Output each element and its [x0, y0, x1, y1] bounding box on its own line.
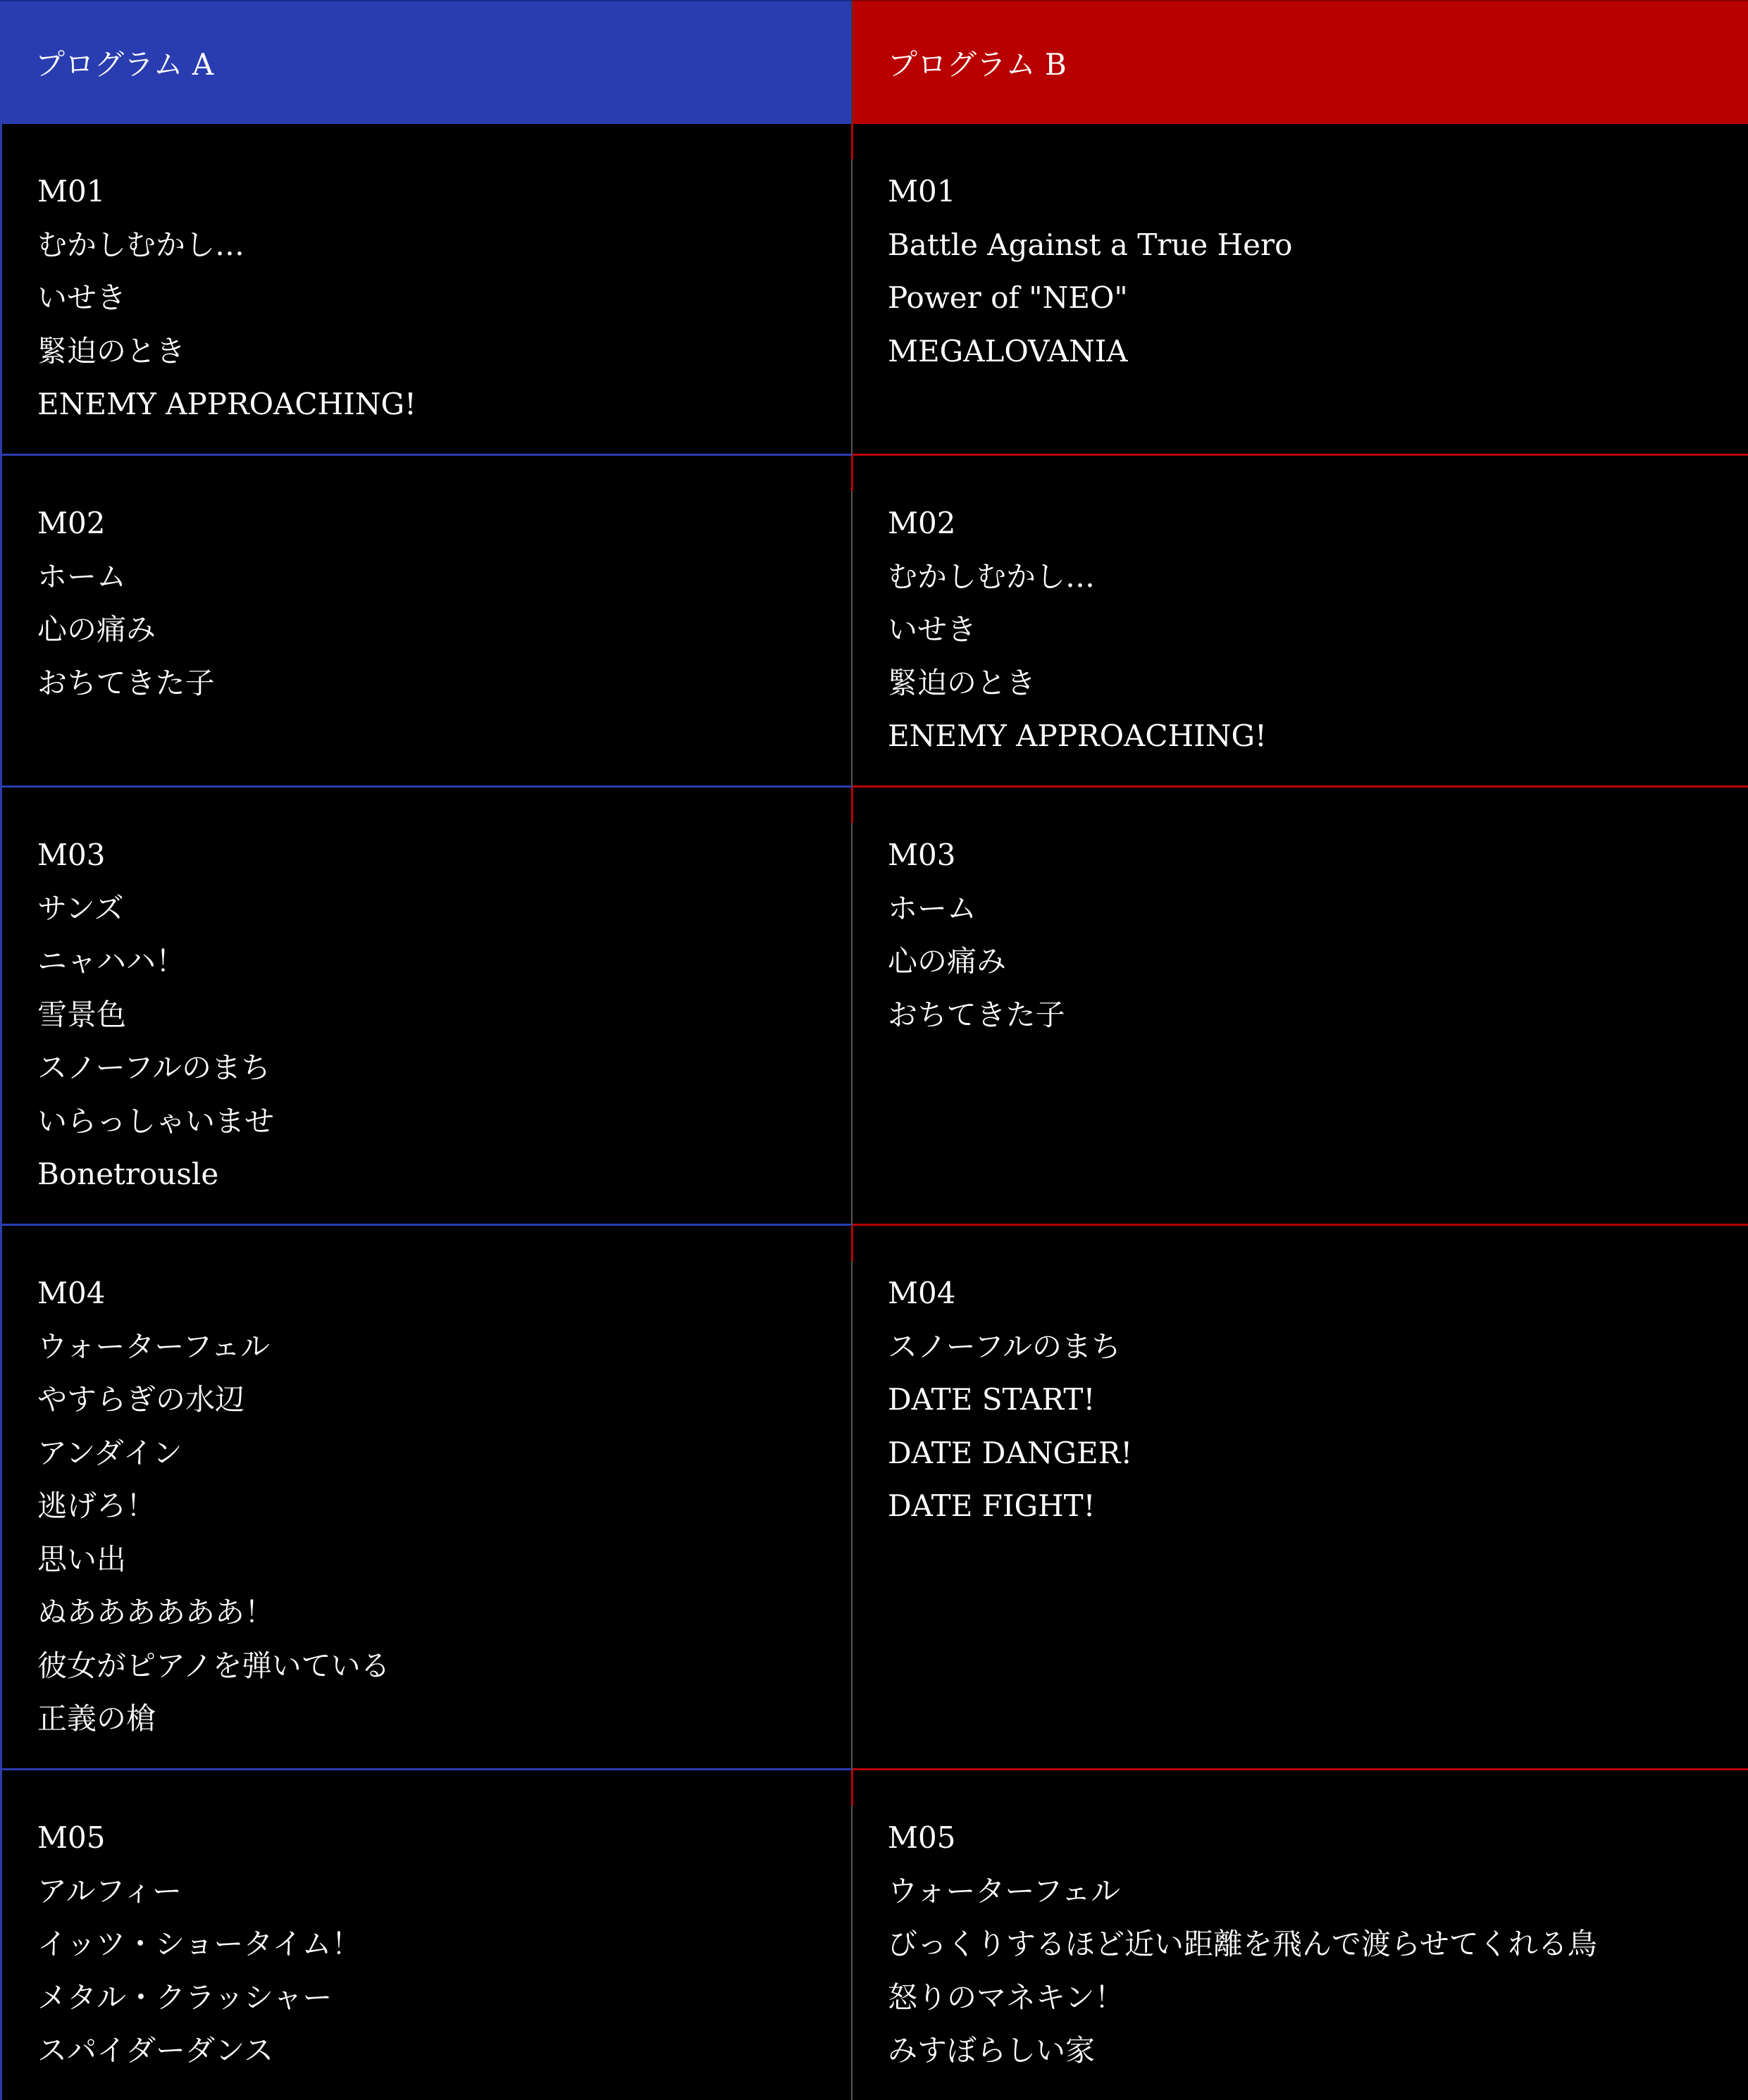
track-title: MEGALOVANIA: [888, 333, 1128, 368]
track-title: いせき: [888, 612, 977, 647]
track-title: ウォーターフェル: [37, 1329, 271, 1364]
segment-code: M02: [37, 506, 106, 540]
segment-code: M02: [888, 506, 956, 540]
track-title: ENEMY APPROACHING!: [888, 719, 1267, 753]
track-title: アンダイン: [37, 1435, 182, 1470]
program-b-cell: [853, 456, 1748, 788]
track-title: DATE START!: [888, 1382, 1096, 1417]
track-title: むかしむかし…: [37, 227, 245, 262]
track-title: ホーム: [37, 559, 127, 594]
track-title: サンズ: [37, 890, 124, 926]
program-a-cell: [0, 1770, 853, 2100]
track-title: ENEMY APPROACHING!: [37, 387, 416, 421]
program-a-cell: [0, 456, 853, 788]
track-title: やすらぎの水辺: [37, 1382, 245, 1417]
track-title: メタル・クラッシャー: [37, 1980, 333, 2015]
track-title: 怒りのマネキン！: [888, 1980, 1124, 2015]
track-title: DATE FIGHT!: [888, 1489, 1096, 1523]
track-title: スパイダーダンス: [37, 2033, 274, 2068]
track-title: 彼女がピアノを弾いている: [37, 1648, 390, 1683]
track-title: いせき: [37, 280, 127, 315]
divider-tick: [851, 1770, 853, 1806]
track-title: 心の痛み: [37, 612, 156, 647]
segment-code: M01: [888, 174, 956, 209]
track-title: アルフィー: [37, 1873, 182, 1908]
divider-tick: [851, 124, 853, 159]
track-title: DATE DANGER!: [888, 1435, 1133, 1470]
program-b-header: [853, 0, 1748, 124]
segment-code: M04: [888, 1276, 956, 1310]
track-title: 正義の槍: [37, 1701, 156, 1736]
track-title: 心の痛み: [888, 944, 1007, 978]
program-b-cell: [853, 788, 1748, 1226]
track-title: 思い出: [37, 1541, 127, 1577]
program-b-cell: [853, 1770, 1748, 2100]
track-title: 雪景色: [37, 997, 127, 1032]
program-a-title: プログラム A: [35, 47, 214, 82]
program-a-cell: [0, 788, 853, 1226]
track-title: 緊迫のとき: [888, 665, 1036, 700]
track-title: みすぼらしい家: [888, 2033, 1096, 2068]
divider-tick: [851, 788, 853, 823]
track-title: 逃げろ！: [37, 1489, 156, 1523]
track-title: むかしむかし…: [888, 559, 1096, 594]
segment-code: M01: [37, 174, 106, 209]
segment-code: M05: [37, 1820, 106, 1855]
track-title: スノーフルのまち: [37, 1050, 271, 1085]
program-b-title: プログラム B: [888, 47, 1067, 82]
track-title: スノーフルのまち: [888, 1329, 1121, 1364]
track-title: 緊迫のとき: [37, 333, 186, 368]
track-title: ニャハハ！: [37, 944, 186, 978]
segment-code: M03: [37, 838, 106, 872]
segment-code: M04: [37, 1276, 106, 1310]
track-title: Power of "NEO": [888, 280, 1128, 315]
track-title: おちてきた子: [888, 997, 1065, 1032]
program-a-cell: [0, 1226, 853, 1770]
track-title: Battle Against a True Hero: [888, 227, 1293, 262]
track-title: Bonetrousle: [37, 1157, 219, 1191]
divider-tick: [851, 456, 853, 491]
program-b-cell: [853, 1226, 1748, 1770]
track-title: ぬああああああ！: [37, 1595, 275, 1629]
track-title: ウォーターフェル: [888, 1873, 1121, 1908]
track-title: いらっしゃいませ: [37, 1103, 275, 1138]
track-title: イッツ・ショータイム！: [37, 1927, 361, 1961]
track-title: ホーム: [888, 890, 977, 926]
divider-tick: [851, 1226, 853, 1261]
program-a-header: [0, 0, 853, 124]
track-title: おちてきた子: [37, 665, 215, 700]
program-a-cell: [0, 124, 853, 456]
segment-code: M03: [888, 838, 956, 872]
track-title: びっくりするほど近い距離を飛んで渡らせてくれる鳥: [888, 1927, 1597, 1961]
program-b-cell: [853, 124, 1748, 456]
segment-code: M05: [888, 1820, 956, 1855]
